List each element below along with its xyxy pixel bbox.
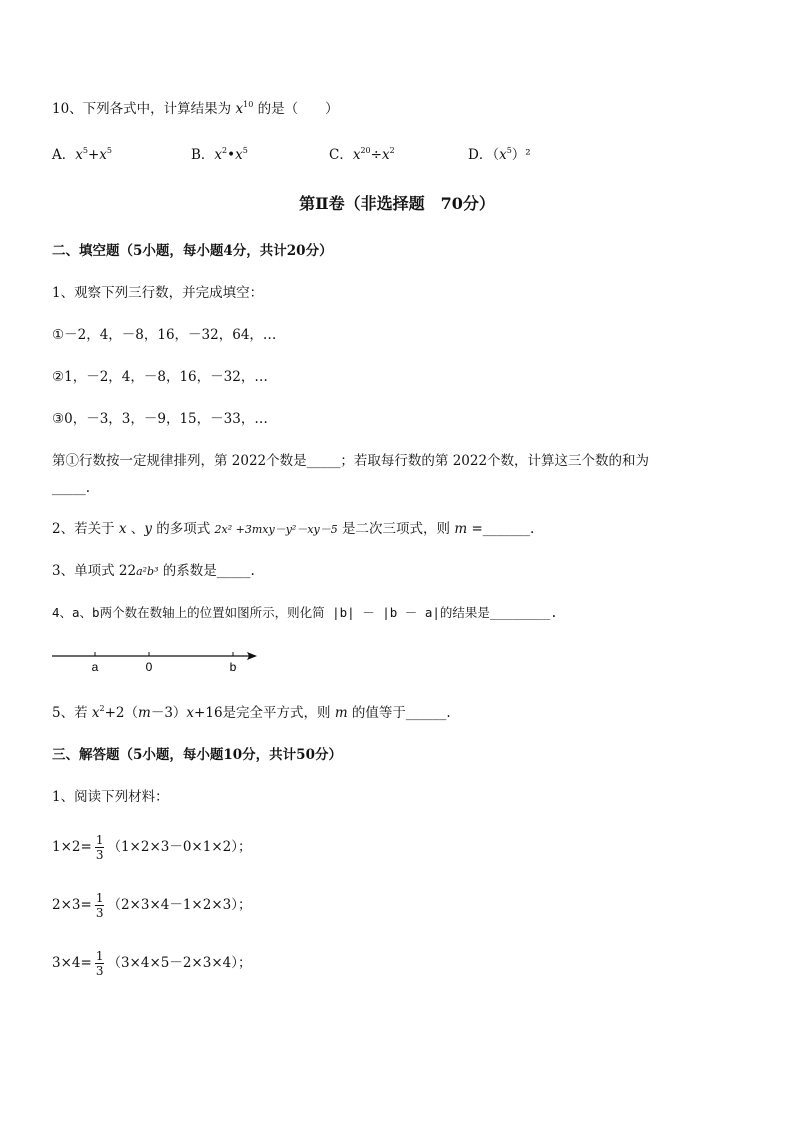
s2-q5: 5、若 $x^2+2(m-3)x+16$是完全平方式，则 m 的值等于______. — [52, 704, 451, 721]
label-b: b — [229, 660, 237, 674]
q10-option-c[interactable]: C．$x^{20}\div x^2$ — [329, 146, 395, 163]
section2-heading: 二、填空题（5小题，每小题4分，共计20分） — [52, 243, 333, 259]
q10-exp: 10 — [243, 100, 254, 109]
part2-title: 第Ⅱ卷（非选择题 70分） — [299, 194, 495, 213]
s3-q1-line-1: 1×2= $\frac{1}{3}$ （1×2×3－0×1×2）； — [52, 833, 252, 862]
s2-q2-polynomial: 2x² +3mxy－y²－xy－5 — [214, 523, 338, 536]
s2-q3: 3、单项式 22a²b³ 的系数是_____. — [52, 563, 255, 579]
section3-heading: 三、解答题（5小题，每小题10分，共计50分） — [52, 747, 342, 763]
s2-q1-row-1: ①－2，4，－8，16，－32，64，… — [52, 327, 277, 343]
s2-q1-row-3: ③0，－3，3，－9，15，－33，… — [52, 411, 268, 427]
q10-option-a[interactable]: A．$x^5+x^5$ — [52, 146, 112, 163]
q10-option-b[interactable]: B．$x^2•x^5$ — [191, 146, 248, 163]
q10-option-d[interactable]: D．$(x^5)^2$ — [468, 146, 531, 163]
q10-stem-text: 10、下列各式中，计算结果为 — [52, 101, 236, 117]
s3-q1-stem: 1、阅读下列材料： — [52, 789, 169, 805]
s2-q3-monomial: a²b³ — [136, 565, 159, 578]
number-line — [50, 646, 265, 674]
label-0: 0 — [145, 660, 153, 674]
s2-q1-stem: 1、观察下列三行数，并完成填空： — [52, 285, 264, 301]
fraction: $\frac{1}{3}$ — [95, 891, 104, 920]
s2-q1-text: 第①行数按一定规律排列，第 2022个数是_____；若取每行数的第 2022个数，计算这三个数的和为 — [52, 453, 650, 469]
s2-q4: 4、a、b两个数在数轴上的位置如图所示，则化简 |b| － |b － a|的结果是________. — [52, 605, 558, 620]
q10-stem — [52, 99, 339, 119]
q10-var: x — [235, 101, 244, 117]
s2-q1-text-cont: _____. — [52, 480, 91, 496]
s2-q2: 2、若关于 x 、y 的多项式 2x² +3mxy－y²－xy－5 是二次三项式，则 m =_______. — [52, 521, 535, 537]
q10-stem-tail: 的是（ ） — [253, 101, 339, 117]
fraction: $\frac{1}{3}$ — [95, 833, 104, 862]
label-a: a — [91, 660, 99, 674]
fraction: $\frac{1}{3}$ — [95, 949, 104, 978]
s3-q1-line-2: 2×3= $\frac{1}{3}$ （2×3×4－1×2×3）； — [52, 891, 252, 920]
s3-q1-line-3: 3×4= $\frac{1}{3}$ （3×4×5－2×3×4）； — [52, 949, 252, 978]
s2-q1-row-2: ②1，－2，4，－8，16，－32，… — [52, 369, 268, 385]
